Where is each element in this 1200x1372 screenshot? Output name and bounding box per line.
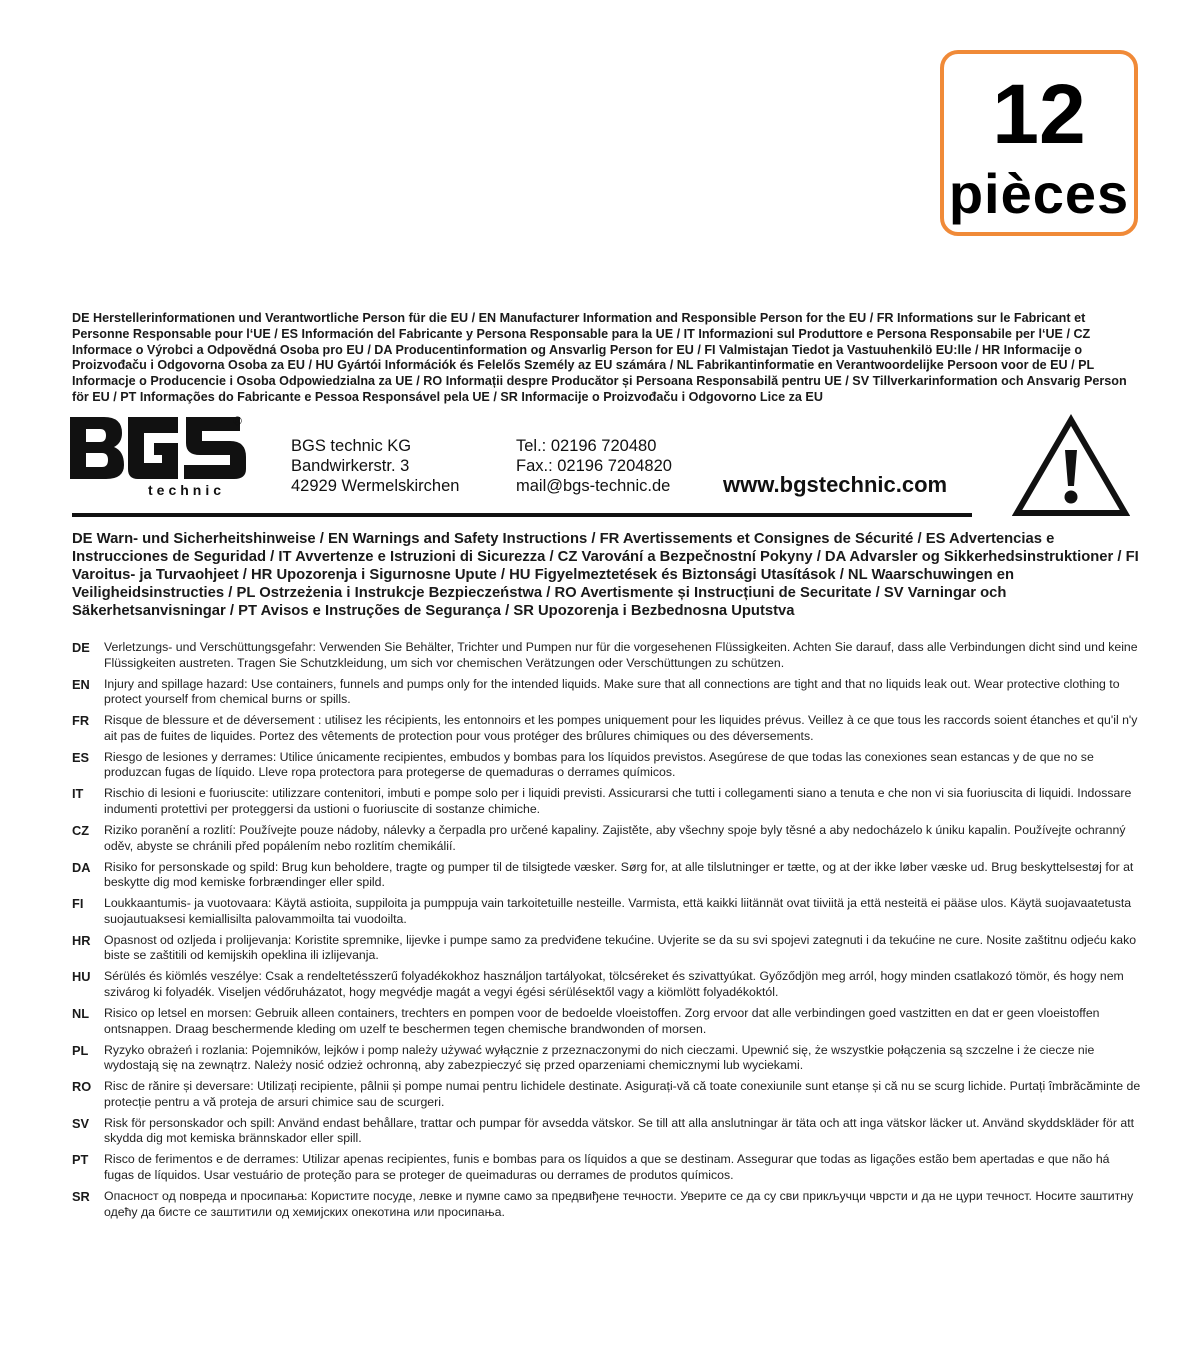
- contact-fax: Fax.: 02196 7204820: [516, 457, 672, 475]
- warning-row: [72, 1079, 1142, 1116]
- warning-language-code: PT: [72, 1152, 89, 1168]
- company-street: Bandwirkerstr. 3: [291, 457, 410, 475]
- warning-language-code: SR: [72, 1188, 90, 1204]
- warning-row: [72, 1116, 1142, 1153]
- warning-text: Risco de ferimentos e de derrames: Utilizar apenas recipientes, funis e bombas para os líquidos a que se destinam. Assegurar que todas as ligações estão bem apertadas e que não há fugas de líquidos. Usar vestuário de proteção para se proteger de queimaduras ou derrames de produtos químicos.: [104, 1152, 1110, 1182]
- warning-text: Risc de rănire și deversare: Utilizați recipiente, pâlnii și pompe numai pentru lichidele destinate. Asigurați-vă că toate conexiunile sunt etanșe și că nu se scurg lichide. Purtați îmbrăcăminte de protecție pentru a vă proteja de arsuri chimice sau de scurgeri.: [104, 1079, 1141, 1109]
- header-divider: [72, 513, 972, 517]
- warning-row: [72, 860, 1142, 897]
- contact-email[interactable]: mail@bgs-technic.de: [516, 477, 671, 495]
- manufacturer-info-heading: DE Herstellerinformationen und Verantwortliche Person für die EU / EN Manufacturer Information and Responsible Person for the EU / FR Informations sur le Fabricant et Personne Responsable pour l‘UE / ES Información del Fabricante y Persona Responsable para la UE / IT Informazioni sul Produttore e Persona Responsabile per l‘UE / CZ Informace o Výrobci a Odpovědná Osoba pro EU / DA Producentinformation og Ansvarlig Person for EU / FI Valmistajan Tiedot ja Vastuuhenkilö EU:lle / HR Informacije o Proizvođaču i Odgovorna Osoba za EU / HU Gyártói Információk és Felelős Személy az EU számára / NL Fabrikantinformatie en Verantwoordelijke Persoon voor de EU / PL Informacje o Producencie i Osoba Odpowiedzialna za UE / RO Informații despre Producător și Persoana Responsabilă pentru UE / SV Tillverkarinformation och Ansvarig Person för EU / PT Informações do Fabricante e Pessoa Responsável pela UE / SR Informacije o Proizvođaču i Odgovorno Lice za EU: [72, 311, 1127, 404]
- registered-mark: ®: [233, 415, 242, 428]
- warning-text: Ryzyko obrażeń i rozlania: Pojemników, lejków i pomp należy używać wyłącznie z przeznaczonymi do nich cieczami. Upewnić się, że wszystkie połączenia są szczelne i że ciecze nie wydostają się na zewnątrz. Należy nosić odzież ochronną, aby zabezpieczyć się przed oparzeniami chemicznymi lub wyciekami.: [104, 1042, 1095, 1073]
- warning-row: [72, 1189, 1142, 1226]
- warning-list: [72, 640, 1142, 1226]
- warning-row: [72, 1006, 1142, 1043]
- warning-text: Risiko for personskade og spild: Brug kun beholdere, tragte og pumper til de tilsigtede væsker. Sørg for, at alle tilslutninger er tætte, og at der ikke løber væske ud. Brug beskyttelsestøj for at beskytte dig mod kemiske forbrændinger eller spild.: [104, 859, 1134, 890]
- warning-text: Risico op letsel en morsen: Gebruik alleen containers, trechters en pompen voor de bedoelde vloeistoffen. Zorg ervoor dat alle verbindingen goed vastzitten en dat er geen vloeistoffen ontsnappen. Draag beschermende kleding om uzelf te beschermen tegen chemische brandwonden of morsen.: [104, 1005, 1100, 1036]
- warning-row: [72, 786, 1142, 823]
- warning-row: [72, 933, 1142, 970]
- warning-language-code: SV: [72, 1115, 90, 1131]
- warning-text: Verletzungs- und Verschüttungsgefahr: Verwenden Sie Behälter, Trichter und Pumpen nur für die vorgesehenen Flüssigkeiten. Achten Sie darauf, dass alle Verbindungen dicht sind und keine Flüssigkeiten austreten. Tragen Sie Schutzkleidung, um sich vor chemischen Verätzungen oder Verschüttungen zu schützen.: [104, 640, 1138, 670]
- warning-row: [72, 823, 1142, 860]
- warning-language-code: HR: [72, 932, 91, 948]
- warning-row: [72, 677, 1142, 714]
- company-city: 42929 Wermelskirchen: [291, 477, 460, 495]
- website-link[interactable]: www.bgstechnic.com: [723, 472, 948, 497]
- logo-sub-text: technic: [148, 482, 226, 498]
- warning-language-code: CZ: [72, 822, 90, 838]
- warning-text: Sérülés és kiömlés veszélye: Csak a rendeltetésszerű folyadékokhoz használjon tartályokat, tölcséreket és szivattyúkat. Győződjön meg arról, hogy minden csatlakozó tömör, és hogy nem szivárog ki folyadék. Viseljen védőruházatot, hogy megvédje magát a vegyi égési sérülésektől vagy a kiömlött folyadékoktól.: [104, 969, 1124, 999]
- warning-language-code: RO: [72, 1079, 92, 1095]
- warning-row: [72, 969, 1142, 1006]
- company-address: [291, 436, 459, 496]
- pieces-label: pièces: [948, 162, 1130, 225]
- warning-triangle-icon: [1012, 414, 1130, 518]
- warning-text: Opasnost od ozljeda i prolijevanja: Koristite spremnike, lijevke i pumpe samo za predviđene tekućine. Uvjerite se da su svi spojevi zategnuti i da tekućine ne cure. Nosite zaštitnu odjeću kako biste se zaštitili od kemijskih opeklina ili izlijevanja.: [104, 932, 1137, 963]
- warning-language-code: DA: [72, 859, 91, 875]
- company-name: BGS technic KG: [291, 437, 412, 455]
- bgs-technic-logo: [70, 415, 250, 499]
- warning-row: [72, 1043, 1142, 1080]
- warning-text: Injury and spillage hazard: Use containers, funnels and pumps only for the intended liquids. Make sure that all connections are tight and that no liquids leak out. Wear protective clothing to protect yourself from chemical burns or spills.: [104, 676, 1120, 707]
- warning-text: Rischio di lesioni e fuoriuscite: utilizzare contenitori, imbuti e pompe solo per i liquidi previsti. Assicurarsi che tutti i collegamenti siano a tenuta e che non vi sia fuoriuscita di liquidi. Indossare indumenti protettivi per proteggersi da ustioni o fuoriuscite di sostanze chimiche.: [104, 786, 1132, 816]
- warning-row: [72, 713, 1142, 750]
- warning-row: [72, 896, 1142, 933]
- company-contact: [516, 436, 672, 496]
- warning-language-code: ES: [72, 749, 90, 765]
- warning-row: [72, 1152, 1142, 1189]
- warning-language-code: HU: [72, 969, 91, 985]
- bgs-logo-graphic: [70, 415, 250, 499]
- contact-phone: Tel.: 02196 720480: [516, 437, 657, 455]
- warning-language-code: FI: [72, 896, 84, 912]
- warning-row: [72, 640, 1142, 677]
- pieces-count: 12: [992, 67, 1086, 161]
- warning-language-code: FR: [72, 713, 90, 729]
- warning-language-code: PL: [72, 1042, 89, 1058]
- warning-row: [72, 750, 1142, 787]
- warning-text: Riziko poranění a rozlití: Používejte pouze nádoby, nálevky a čerpadla pro určené kapaliny. Zajistěte, aby všechny spoje byly těsné a aby nedocházelo k úniku kapalin. Používejte ochranný oděv, abyste se chránili před popálením nebo rozlitím chemikálií.: [104, 822, 1126, 853]
- safety-instructions-heading: DE Warn- und Sicherheitshinweise / EN Warnings and Safety Instructions / FR Avertissements et Consignes de Sécurité / ES Advertencias e Instrucciones de Seguridad / IT Avvertenze e Istruzioni di Sicurezza / CZ Varování a Bezpečnostní Pokyny / DA Advarsler og Sikkerhedsinstruktioner / FI Varoitus- ja Turvaohjeet / HR Upozorenja i Sigurnosne Upute / HU Figyelmeztetések és Biztonsági Utasítások / NL Waarschuwingen en Veiligheidsinstructies / PL Ostrzeżenia i Instrukcje Bezpieczeństwa / RO Avertismente și Instrucțiuni de Securitate / SV Varningar och Säkerhetsanvisningar / PT Avisos e Instruções de Segurança / SR Upozorenja i Bezbednosna Uputstva: [72, 531, 1139, 619]
- warning-text: Riesgo de lesiones y derrames: Utilice únicamente recipientes, embudos y bombas para los líquidos previstos. Asegúrese de que todas las conexiones sean estancas y de que no se produzcan fugas de líquido. Lleve ropa protectora para protegerse de quemaduras o derrames químicos.: [104, 749, 1094, 780]
- warning-language-code: EN: [72, 676, 90, 692]
- warning-text: Risk för personskador och spill: Använd endast behållare, trattar och pumpar för avsedda vätskor. Se till att alla anslutningar är täta och att inga vätskor läcker ut. Använd skyddskläder för att skydda dig mot kemiska brännskador eller spill.: [104, 1115, 1135, 1146]
- warning-text: Risque de blessure et de déversement : utilisez les récipients, les entonnoirs et les pompes uniquement pour les liquides prévus. Veillez à ce que tous les raccords soient étanches et qu'il n'y ait pas de fuites de liquides. Portez des vêtements de protection pour vous protéger des brûlures chimiques ou des déversements.: [104, 713, 1138, 743]
- pieces-count-badge: [940, 50, 1138, 236]
- warning-language-code: NL: [72, 1005, 90, 1021]
- warning-text: Loukkaantumis- ja vuotovaara: Käytä astioita, suppiloita ja pumppuja vain tarkoitetuille nesteille. Varmista, että kaikki liitännät ovat tiiviitä ja että nesteitä ei pääse ulos. Käytä suojavaatetusta suojautuaksesi kemiallisilta palovammoilta tai vuodoilta.: [104, 896, 1132, 926]
- warning-language-code: DE: [72, 640, 90, 655]
- warning-language-code: IT: [72, 786, 84, 802]
- warning-text: Опасност од повреда и просипања: Користите посуде, левке и пумпе само за предвиђене течности. Уверите се да су сви прикључци чврсти и да не цури течност. Носите заштитну одећу да бисте се заштитили од хемијских опекотина или просипања.: [104, 1188, 1134, 1219]
